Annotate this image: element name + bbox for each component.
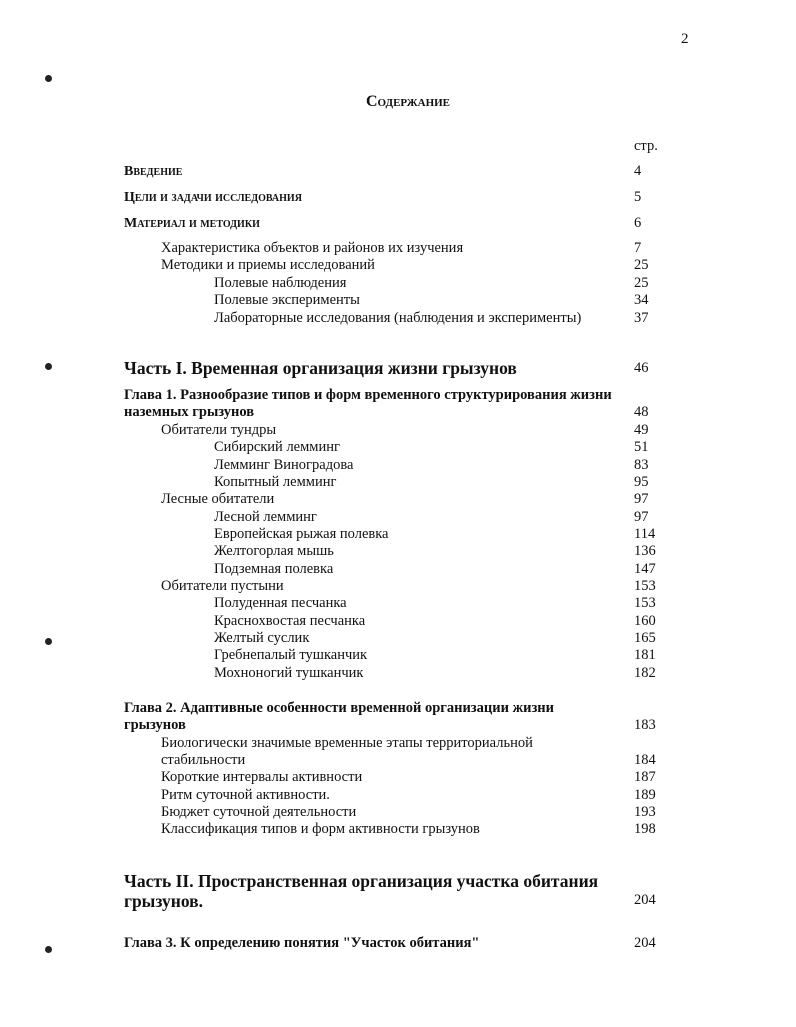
page-title: Содержание [365,93,451,110]
toc-page: 184 [634,752,656,768]
toc-entry: Короткие интервалы активности [161,769,363,785]
toc-chapter-heading-cont: грызунов [124,717,186,733]
toc-part-heading: Часть I. Временная организация жизни грызунов [124,358,517,378]
toc-page: 4 [634,163,642,179]
toc-entry: Введение [124,164,183,179]
toc-entry: Классификация типов и форм активности грызунов [161,821,480,837]
toc-chapter-heading: Глава 3. К определению понятия "Участок обитания" [124,935,480,951]
toc-entry: Полевые наблюдения [214,275,347,291]
toc-entry: Цели и задачи исследования [124,190,302,205]
toc-entry: Обитатели тундры [161,422,277,438]
toc-page: 46 [634,360,649,376]
toc-entry: Краснохвостая песчанка [214,613,366,629]
toc-page: 48 [634,404,649,420]
scan-hole-mark [45,946,52,953]
toc-entry: Бюджет суточной деятельности [161,804,357,820]
toc-entry: Полуденная песчанка [214,595,347,611]
toc-page: 97 [634,509,649,525]
toc-page: 34 [634,292,649,308]
toc-entry: Лесные обитатели [161,491,275,507]
toc-entry: Мохноногий тушканчик [214,665,364,681]
toc-page: 7 [634,240,642,256]
toc-entry: Лемминг Виноградова [214,457,354,473]
toc-page: 198 [634,821,656,837]
toc-page: 153 [634,595,656,611]
toc-page: 153 [634,578,656,594]
toc-page: 182 [634,665,656,681]
toc-page: 189 [634,787,656,803]
scan-hole-mark [45,363,52,370]
toc-page: 136 [634,543,656,559]
toc-page: 193 [634,804,656,820]
toc-entry: Сибирский лемминг [214,439,340,455]
toc-entry: Характеристика объектов и районов их изучения [161,240,464,256]
toc-part-heading: Часть II. Пространственная организация участка обитания [124,871,599,891]
toc-entry: Гребнепалый тушканчик [214,647,368,663]
toc-entry: Лабораторные исследования (наблюдения и эксперименты) [214,310,582,326]
toc-page: 6 [634,215,642,231]
toc-page: 37 [634,310,649,326]
toc-entry: Биологически значимые временные этапы территориальной [161,735,533,751]
toc-entry: Обитатели пустыни [161,578,284,594]
scan-hole-mark [45,638,52,645]
toc-page: 25 [634,257,649,273]
toc-page: 51 [634,439,649,455]
toc-page: 5 [634,189,642,205]
toc-entry: Европейская рыжая полевка [214,526,389,542]
toc-entry: Материал и методики [124,216,260,231]
toc-page: 114 [634,526,656,542]
scan-hole-mark [45,75,52,82]
toc-page: 160 [634,613,656,629]
toc-entry: Лесной лемминг [214,509,317,525]
toc-page: 83 [634,457,649,473]
page-number: 2 [681,31,689,47]
toc-page: 204 [634,892,656,908]
toc-entry: Копытный лемминг [214,474,337,490]
toc-page: 181 [634,647,656,663]
toc-entry: Методики и приемы исследований [161,257,375,273]
toc-page: 183 [634,717,656,733]
toc-page: 97 [634,491,649,507]
toc-chapter-heading-cont: наземных грызунов [124,404,255,420]
toc-part-heading-cont: грызунов. [124,891,203,911]
page-column-label: стр. [634,138,658,154]
toc-page: 204 [634,935,656,951]
toc-chapter-heading: Глава 2. Адаптивные особенности временной организации жизни [124,700,554,716]
toc-page: 187 [634,769,656,785]
toc-entry-cont: стабильности [161,752,246,768]
toc-page: 147 [634,561,656,577]
toc-page: 95 [634,474,649,490]
toc-entry: Желтый суслик [214,630,310,646]
toc-entry: Полевые эксперименты [214,292,360,308]
toc-entry: Подземная полевка [214,561,334,577]
toc-entry: Ритм суточной активности. [161,787,330,803]
toc-entry: Желтогорлая мышь [214,543,334,559]
toc-page: 25 [634,275,649,291]
toc-chapter-heading: Глава 1. Разнообразие типов и форм временного структурирования жизни [124,387,612,403]
toc-page: 165 [634,630,656,646]
toc-page: 49 [634,422,649,438]
